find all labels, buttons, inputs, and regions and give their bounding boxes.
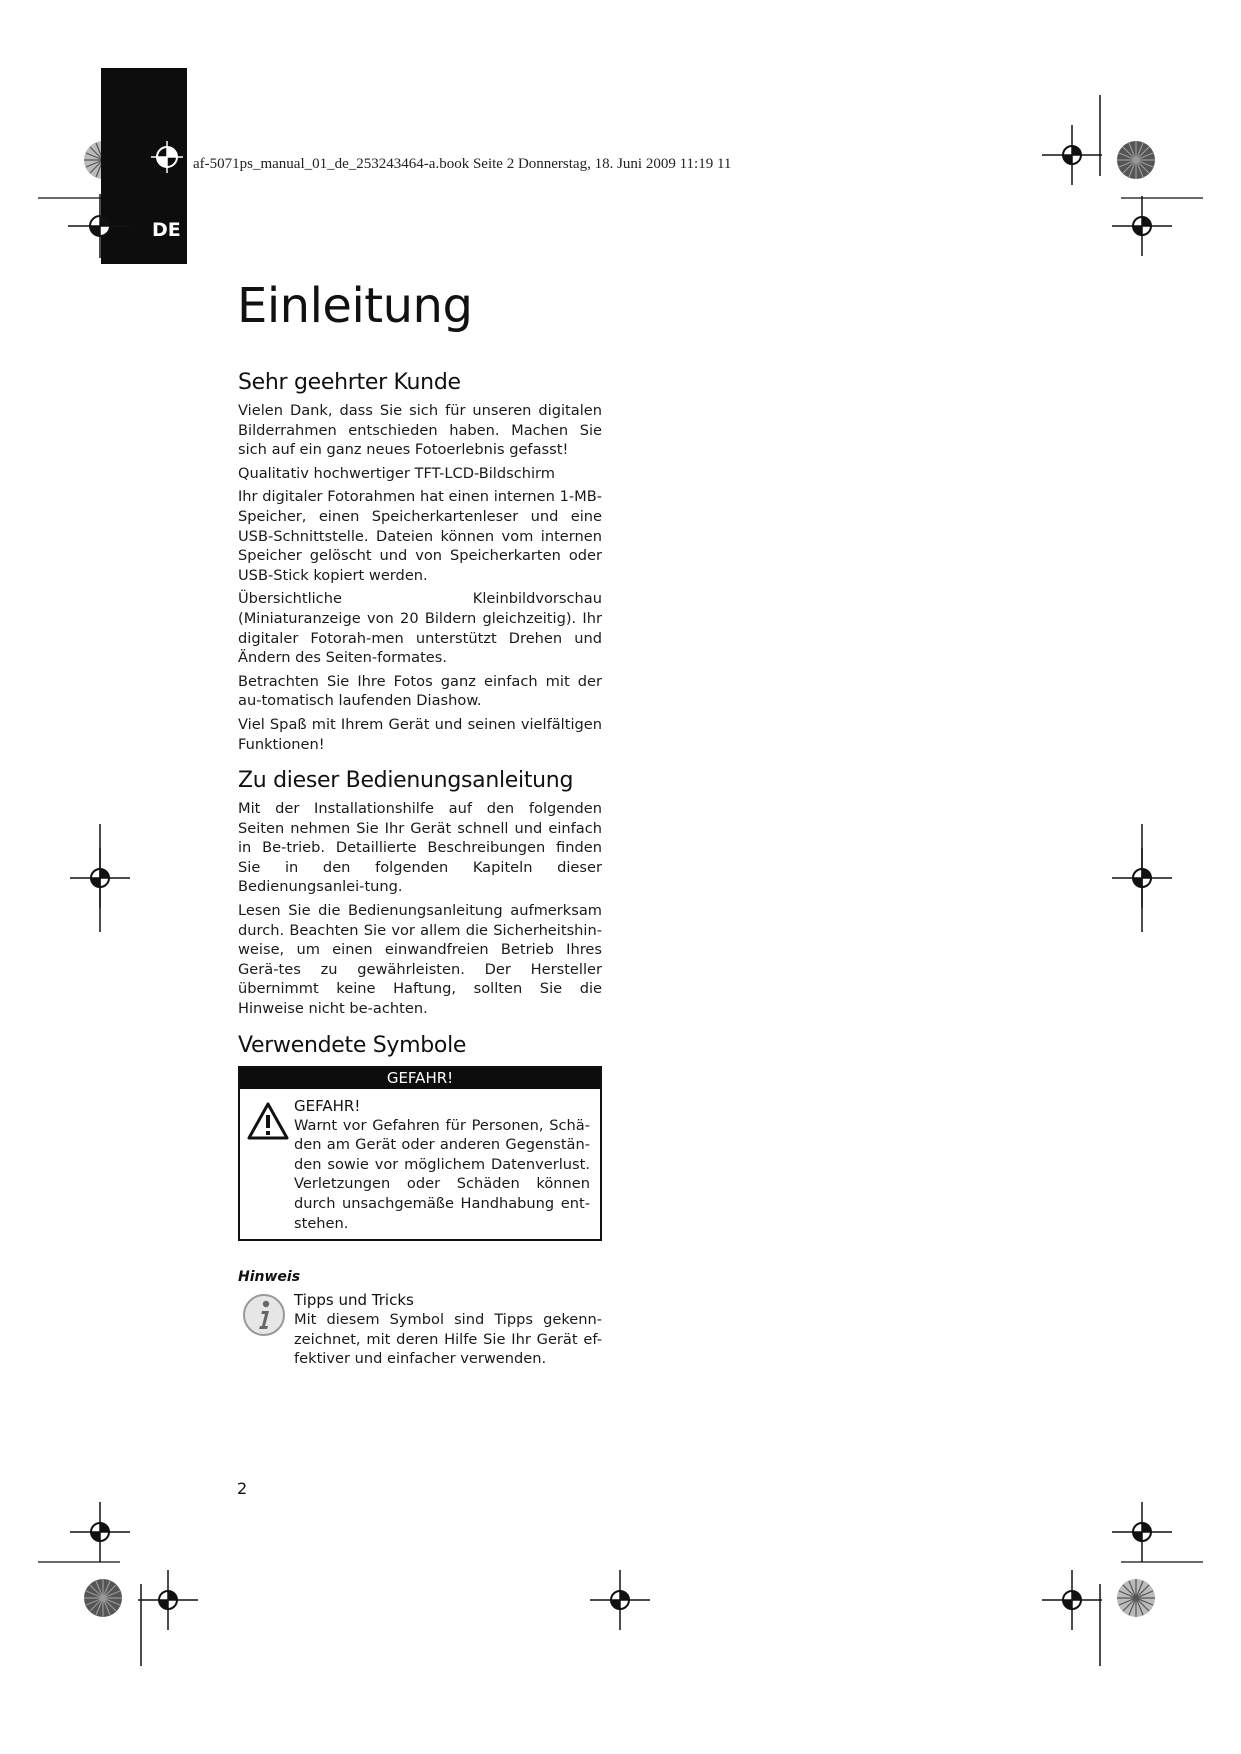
- danger-box-header: GEFAHR!: [240, 1068, 600, 1089]
- danger-title: GEFAHR!: [294, 1096, 361, 1115]
- note-title: Tipps und Tricks: [294, 1291, 414, 1310]
- language-tab-label: DE: [152, 219, 181, 241]
- section-heading: Sehr geehrter Kunde: [238, 370, 461, 395]
- paragraph: Lesen Sie die Bedienungsanleitung aufmerksam durch. Beachten Sie vor allem die Sicherheitshin-weise, um einen einwandfreien Betrieb Ihres Gerä-tes zu gewährleisten. Der Hersteller übernimmt keine Haftung, sollten Sie die Hinweise nicht be-achten.: [238, 902, 602, 1018]
- info-icon: [242, 1291, 294, 1369]
- paragraph: Viel Spaß mit Ihrem Gerät und seinen vielfältigen Funktionen!: [238, 715, 602, 753]
- paragraph: Betrachten Sie Ihre Fotos ganz einfach mit der au-tomatisch laufenden Diashow.: [238, 672, 602, 710]
- page-title: Einleitung: [237, 278, 473, 334]
- paragraph: Vielen Dank, dass Sie sich für unseren digitalen Bilderrahmen entschieden haben. Machen Sie sich auf ein ganz neues Fotoerlebnis gefasst!: [238, 402, 602, 459]
- file-info-header: af-5071ps_manual_01_de_253243464-a.book Seite 2 Donnerstag, 18. Juni 2009 11:19 11: [193, 156, 732, 172]
- note-label: Hinweis: [238, 1269, 301, 1286]
- paragraph: Übersichtliche Kleinbildvorschau (Miniaturanzeige von 20 Bildern gleichzeitig). Ihr digitaler Fotorah-men unterstützt Drehen und Ändern des Seiten-formates.: [238, 590, 602, 667]
- paragraph: Ihr digitaler Fotorahmen hat einen internen 1-MB-Speicher, einen Speicherkartenleser und eine USB-Schnittstelle. Dateien können vom internen Speicher gelöscht und von Speicherkarten oder USB-Stick kopiert werden.: [238, 488, 602, 584]
- section-heading: Zu dieser Bedienungsanleitung: [238, 768, 574, 794]
- main-content: [238, 370, 602, 1369]
- registration-mark-icon: [68, 194, 132, 258]
- page-number: 2: [237, 1479, 248, 1498]
- danger-box: [238, 1066, 602, 1242]
- danger-text: Warnt vor Gefahren für Personen, Schä-den am Gerät oder anderen Gegenstän-den sowie vor möglichem Datenverlust. Verletzungen oder Schäden können durch unsachgemäße Handhabung ent-stehen.: [294, 1116, 590, 1232]
- danger-box-body: [240, 1089, 600, 1240]
- paragraph: Qualitativ hochwertiger TFT-LCD-Bildschirm: [238, 464, 555, 482]
- note-text: Mit diesem Symbol sind Tipps gekenn-zeichnet, mit deren Hilfe Sie Ihr Gerät ef-fektiver und einfacher verwenden.: [294, 1311, 602, 1368]
- warning-triangle-icon: [246, 1097, 294, 1234]
- registration-mark-icon: [137, 127, 197, 187]
- paragraph: Mit der Installationshilfe auf den folgenden Seiten nehmen Sie Ihr Gerät schnell und einfach in Be-trieb. Detaillierte Beschreibungen finden Sie in den folgenden Kapiteln dieser Bedienungsanlei-tung.: [238, 800, 602, 896]
- section-heading: Verwendete Symbole: [238, 1032, 467, 1058]
- note-box: [238, 1291, 602, 1369]
